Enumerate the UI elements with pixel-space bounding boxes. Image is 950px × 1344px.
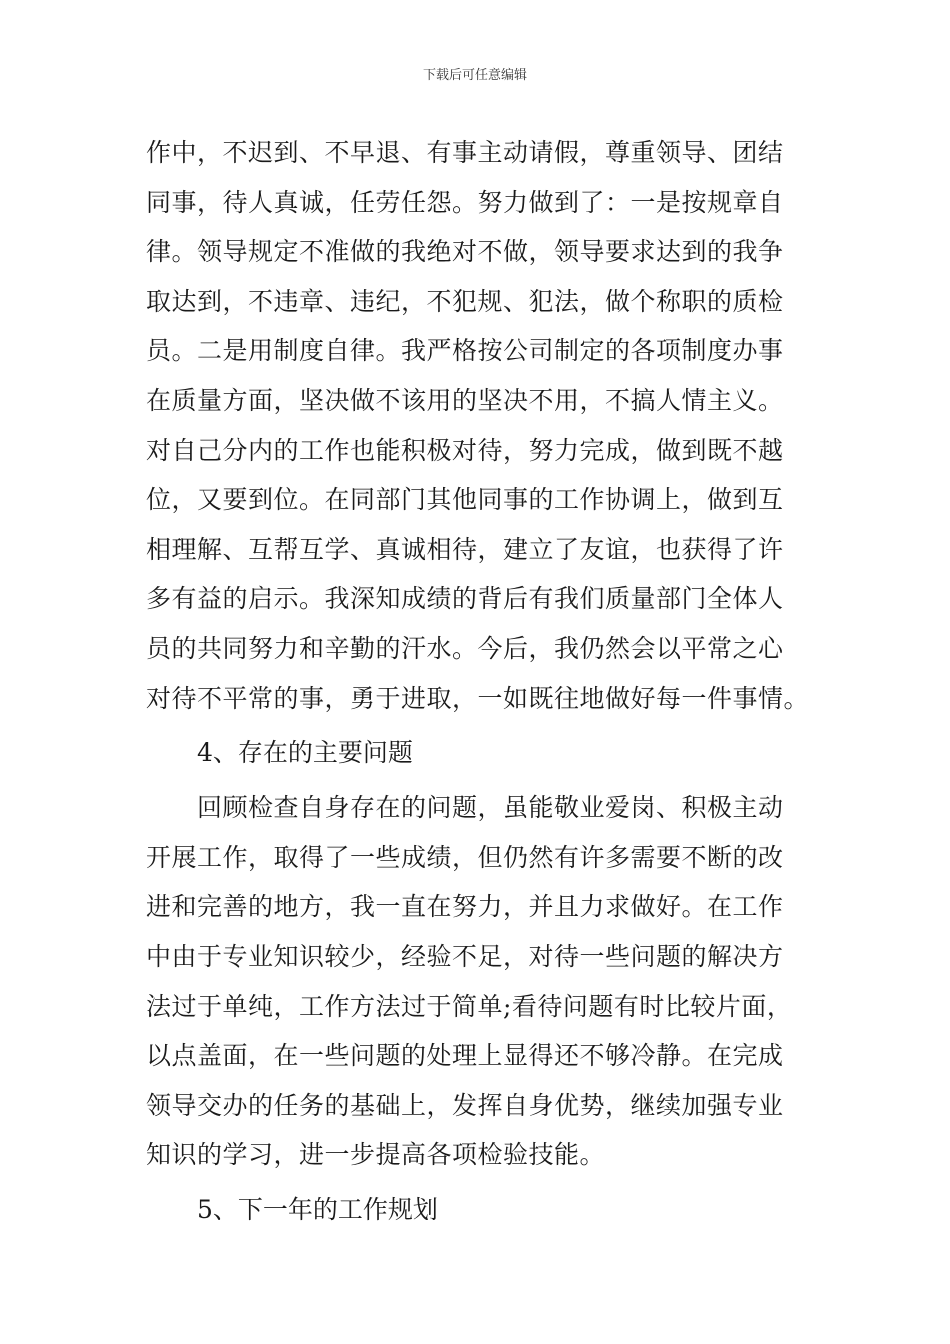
text-line: 法过于单纯，工作方法过于简单;看待问题有时比较片面，: [146, 991, 793, 1021]
text-line: 律。领导规定不准做的我绝对不做，领导要求达到的我争: [146, 237, 784, 267]
text-line: 中由于专业知识较少，经验不足，对待一些问题的解决方: [146, 941, 784, 971]
text-line: 多有益的启示。我深知成绩的背后有我们质量部门全体人: [146, 584, 784, 614]
text-line: 回顾检查自身存在的问题，虽能敬业爱岗、积极主动: [197, 793, 784, 823]
text-line: 取达到，不违章、违纪，不犯规、犯法，做个称职的质检: [146, 286, 784, 316]
document-body: [146, 128, 810, 1240]
text-line: 领导交办的任务的基础上，发挥自身优势，继续加强专业: [146, 1090, 784, 1120]
text-line: 开展工作，取得了一些成绩，但仍然有许多需要不断的改: [146, 842, 784, 872]
section-4-heading: 4、存在的主要问题: [197, 738, 413, 768]
page-header-note: 下载后可任意编辑: [422, 68, 527, 83]
text-line: 作中，不迟到、不早退、有事主动请假，尊重领导、团结: [146, 138, 784, 167]
text-line: 同事，待人真诚，任劳任怨。努力做到了：一是按规章自: [146, 187, 784, 217]
text-line: 相理解、互帮互学、真诚相待，建立了友谊，也获得了许: [146, 534, 784, 564]
section-4-paragraph: [146, 783, 810, 1180]
text-line: 员的共同努力和辛勤的汗水。今后，我仍然会以平常之心: [146, 633, 784, 663]
paragraph-1: [146, 128, 810, 723]
text-line: 以点盖面，在一些问题的处理上显得还不够冷静。在完成: [146, 1041, 784, 1071]
section-5-heading: 5、下一年的工作规划: [197, 1194, 438, 1224]
text-line: 对待不平常的事，勇于进取，一如既往地做好每一件事情。: [146, 683, 810, 713]
text-line: 员。二是用制度自律。我严格按公司制定的各项制度办事: [146, 336, 784, 366]
text-line: 位，又要到位。在同部门其他同事的工作协调上，做到互: [146, 485, 784, 515]
text-line: 进和完善的地方，我一直在努力，并且力求做好。在工作: [146, 892, 784, 922]
text-line: 知识的学习，进一步提高各项检验技能。: [146, 1140, 606, 1170]
text-line: 对自己分内的工作也能积极对待，努力完成，做到既不越: [146, 435, 784, 465]
text-line: 在质量方面，坚决做不该用的坚决不用，不搞人情主义。: [146, 385, 784, 415]
